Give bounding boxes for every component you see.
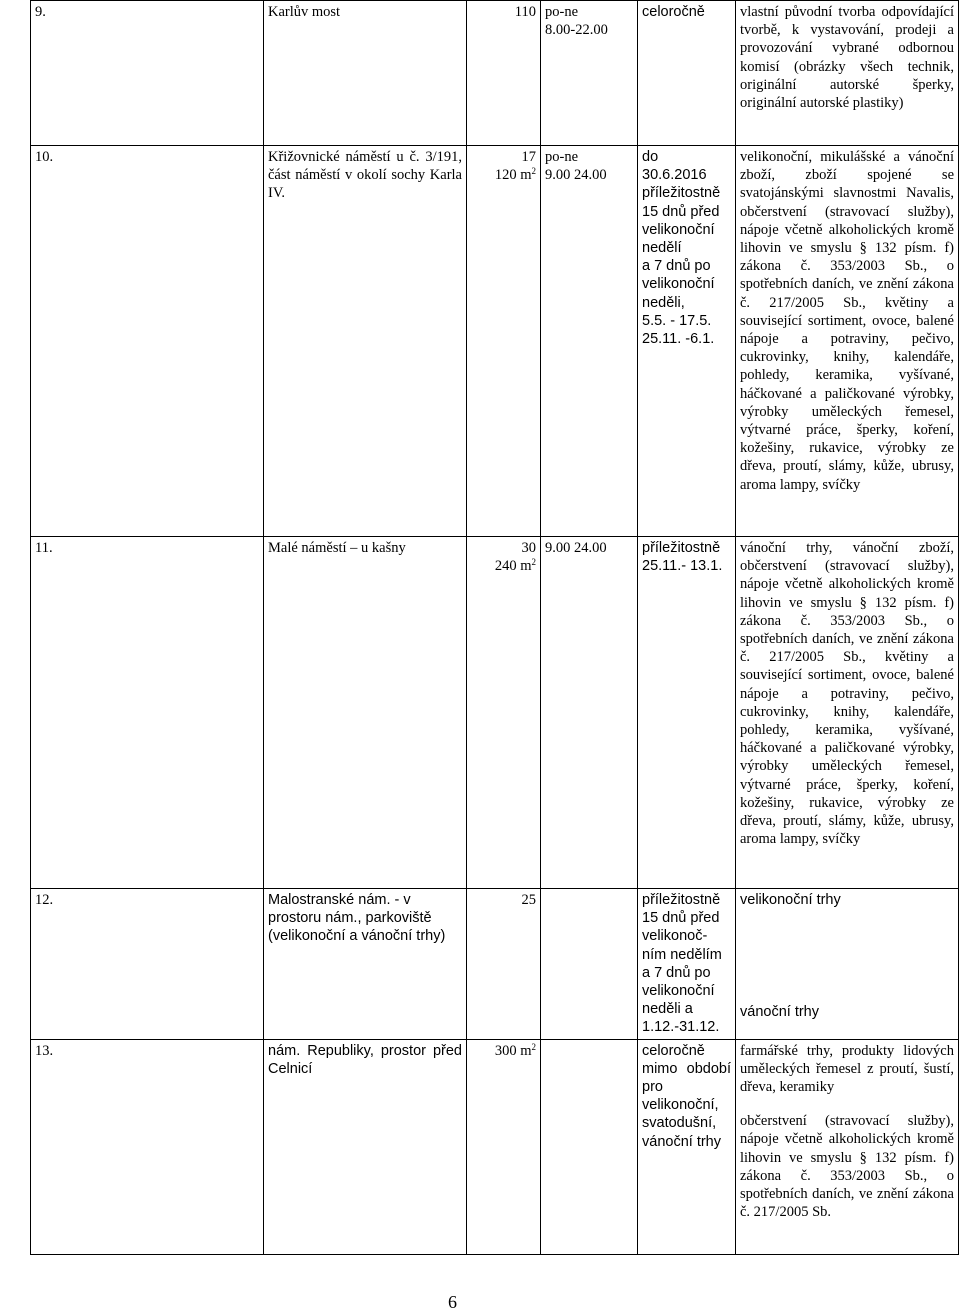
row-period: celoročně mimo období pro velikonoční, svatodušní, vánoční trhy (638, 1039, 736, 1254)
row-description: vánoční trhy, vánoční zboží, občerstvení (stravovací služby), nápoje včetně alkoholických kromě lihovin ve smyslu § 132 písm. f) zákona č. 353/2003 Sb., o spotřebních daních, ve znění zákona č. 217/2005 Sb., květiny a související sortiment, ovoce, balené nápoje a potraviny, pečivo, cukrovinky, knihy, kalendáře, pohledy, keramika, vyšívané, háčkované a paličkované výrobky, výrobky uměleckých řemesel, výtvarné práce, šperky, koření, kožešiny, rukavice, výrobky ze dřeva, proutí, slámy, kůže, ubrusy, aroma lampy, svíčky (736, 537, 959, 889)
row-place: Karlův most (264, 1, 467, 146)
row-size-area: 120 $m^2$ (494, 166, 536, 184)
table-row (31, 537, 959, 889)
row-size (467, 537, 541, 889)
row-size-area: 240 $m^2$ (494, 557, 536, 575)
row-description-line: farmářské trhy, produkty lidových uměleckých řemesel z proutí, šustí, dřeva, keramiky (740, 1042, 954, 1096)
row-description-line: velikonoční trhy (740, 892, 841, 908)
row-time (541, 1039, 638, 1254)
row-description-line: občerstvení (stravovací služby), nápoje včetně alkoholických kromě lihovin ve smyslu § 132 písm. f) zákona č. 353/2003 Sb., o spotřebních daních, ve znění zákona č. 217/2005 Sb. (740, 1113, 954, 1221)
row-place: Malé náměstí – u kašny (264, 537, 467, 889)
row-description-line: vánoční trhy (740, 1004, 819, 1021)
table-row (31, 1039, 959, 1254)
row-description (736, 1039, 959, 1254)
row-period: příležitostně 15 dnů před velikonoč- ním nedělím a 7 dnů po velikonoční neděli a 1.12.-31.12. (638, 889, 736, 1040)
row-size (467, 146, 541, 537)
area-unit-exponent: 2 (531, 557, 536, 568)
table-row (31, 1, 959, 146)
row-period: příležitostně 25.11.- 13.1. (638, 537, 736, 889)
area-unit-exponent: 2 (531, 166, 536, 177)
row-period: do 30.6.2016 příležitostně 15 dnů před velikonoční nedělí a 7 dnů po velikonoční neděli, 5.5. - 17.5. 25.11. -6.1. (638, 146, 736, 537)
page-number: 6 (448, 1292, 457, 1312)
row-period: celoročně (638, 1, 736, 146)
markets-table (30, 0, 959, 1255)
row-place: Křižovnické náměstí u č. 3/191, část náměstí v okolí sochy Karla IV. (264, 146, 467, 537)
table-row (31, 146, 959, 537)
row-size-area: 300 $m^2$ (494, 1041, 536, 1059)
row-size-count: 110 (514, 4, 536, 20)
row-size (467, 1, 541, 146)
row-size-count: 30 (521, 540, 536, 556)
row-number: 11. (31, 537, 264, 889)
row-size-count: 17 (521, 149, 536, 165)
row-description: vlastní původní tvorba odpovídající tvorbě, k vystavování, prodeji a provozování vybrané odbornou komisí (obrázky všech technik, originální autorské šperky, originální autorské plastiky) (736, 1, 959, 146)
table-row (31, 889, 959, 1040)
row-time: po-ne 8.00-22.00 (541, 1, 638, 146)
row-size (467, 1039, 541, 1254)
area-unit-exponent: 2 (531, 1041, 536, 1052)
row-time (541, 889, 638, 1040)
row-size-count: 25 (521, 892, 536, 908)
row-description (736, 889, 959, 1040)
row-description: velikonoční, mikulášské a vánoční zboží, zboží spojené se svatojánskými slavnostmi Navalis, občerstvení (stravovací služby), nápoje včetně alkoholických kromě lihovin ve smyslu § 132 písm. f) zákona č. 353/2003 Sb., o spotřebních daních, ve znění zákona č. 217/2005 Sb., květiny a související sortiment, ovoce, balené nápoje a potraviny, pečivo, cukrovinky, knihy, kalendáře, pohledy, keramika, vyšívané, háčkované a paličkované výrobky, výrobky uměleckých řemesel, výtvarné práce, šperky, koření, kožešiny, rukavice, výrobky ze dřeva, proutí, slámy, kůže, ubrusy, aroma lampy, svíčky (736, 146, 959, 537)
row-number: 12. (31, 889, 264, 1040)
row-time: 9.00 24.00 (541, 537, 638, 889)
row-number: 9. (31, 1, 264, 146)
row-place: nám. Republiky, prostor před Celnicí (264, 1039, 467, 1254)
row-time: po-ne 9.00 24.00 (541, 146, 638, 537)
row-number: 10. (31, 146, 264, 537)
row-size (467, 889, 541, 1040)
row-place: Malostranské nám. - v prostoru nám., parkoviště (velikonoční a vánoční trhy) (264, 889, 467, 1040)
row-number: 13. (31, 1039, 264, 1254)
